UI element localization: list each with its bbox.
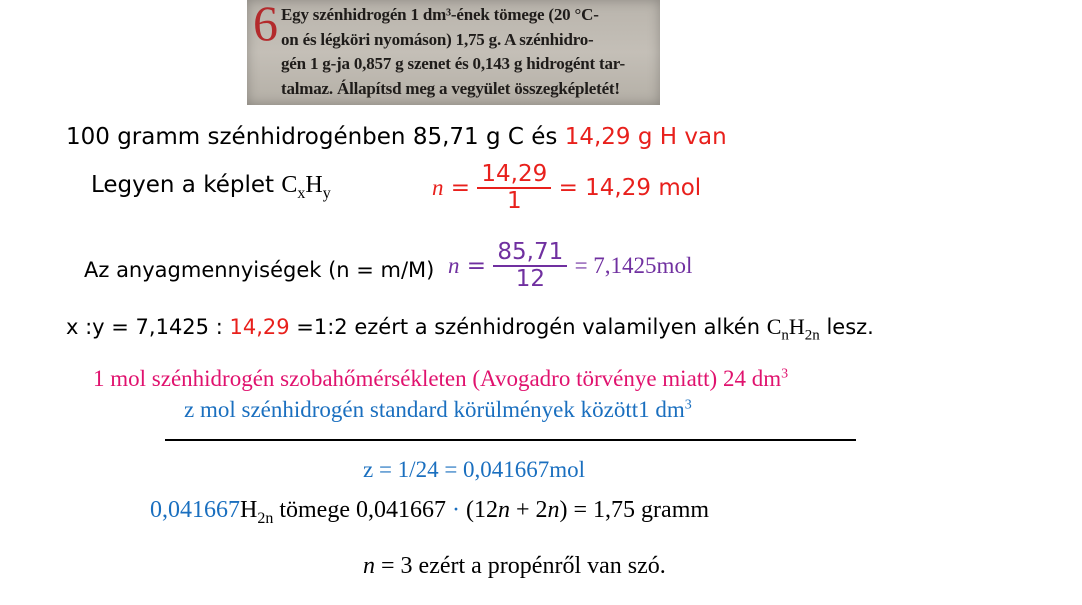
hydrogen-fraction <box>477 162 551 215</box>
ratio-hydrogen-value: 14,29 <box>229 315 290 339</box>
plus-text: + 2 <box>509 497 548 523</box>
ratio-text: x :y = 7,1425 : <box>66 315 230 339</box>
equals-sign: = <box>443 174 478 201</box>
subscript-2n: 2n <box>257 509 274 527</box>
problem-line: talmaz. Állapítsd meg a vegyület összegképletét! <box>281 78 620 98</box>
variable-n: n <box>497 497 510 523</box>
division-rule <box>165 439 856 441</box>
open-paren-text: (12 <box>459 497 498 523</box>
carbon-symbol: C <box>281 172 298 198</box>
hydrogen-symbol: H <box>788 314 805 339</box>
mass-equation-text: tömege 0,041667 <box>273 497 452 523</box>
mass-result-text: ) = 1,75 gramm <box>559 497 710 523</box>
amount-of-substance-line <box>84 258 434 282</box>
hydrogen-symbol: H <box>240 497 258 523</box>
equals-sign: = <box>459 252 494 279</box>
multiplication-dot: · <box>451 497 460 523</box>
formula-definition-text: Legyen a képlet <box>91 172 282 198</box>
subscript-y: y <box>322 184 331 202</box>
carbon-moles-result: = 7,1425mol <box>574 252 693 278</box>
fraction-denominator: 12 <box>515 266 545 293</box>
standard-conditions-line <box>184 397 692 423</box>
carbon-moles-equation <box>448 240 692 293</box>
superscript-3: 3 <box>684 397 692 413</box>
z-result-text: z = 1/24 = 0,041667mol <box>363 457 586 482</box>
variable-n: n <box>363 553 375 579</box>
problem-line: Egy szénhidrogén 1 dm³-ének tömege (20 °C- <box>281 5 599 24</box>
formula-definition-line <box>91 172 331 203</box>
subscript-n: n <box>781 327 789 344</box>
ratio-conclusion-text: =1:2 ezért a szénhidrogén valamilyen alkén <box>289 315 767 339</box>
variable-n: n <box>547 497 560 523</box>
problem-number: 6 <box>253 0 278 51</box>
ratio-line <box>66 314 874 344</box>
hydrogen-mass-text: 14,29 g H van <box>564 124 727 150</box>
mass-equation-line <box>150 497 709 528</box>
standard-conditions-text: z mol szénhidrogén standard körülmények között1 dm <box>184 397 685 422</box>
hydrogen-symbol: H <box>305 172 323 198</box>
superscript-3: 3 <box>781 366 789 382</box>
avogadro-text: 1 mol szénhidrogén szobahőmérsékleten (Avogadro törvénye miatt) 24 dm <box>93 366 782 391</box>
variable-n: n <box>432 174 444 200</box>
mass-composition-line <box>66 124 727 150</box>
subscript-2n: 2n <box>804 327 820 344</box>
carbon-fraction <box>493 240 567 293</box>
mass-composition-text: 100 gramm szénhidrogénben 85,71 g C és <box>66 124 565 150</box>
textbook-problem-photo <box>247 0 660 105</box>
problem-line: gén 1 g-ja 0,857 g szenet és 0,143 g hidrogént tar- <box>281 54 625 73</box>
hydrogen-moles-equation <box>432 162 701 215</box>
fraction-numerator: 14,29 <box>481 161 548 187</box>
problem-line: on és légköri nyomáson) 1,75 g. A szénhidro- <box>281 29 594 49</box>
ratio-end-text: lesz. <box>819 315 874 339</box>
moles-value: 0,041667 <box>150 497 240 523</box>
hydrogen-moles-result: = 14,29 mol <box>558 174 702 201</box>
z-result-line <box>363 457 585 483</box>
variable-n: n <box>448 252 460 278</box>
amount-of-substance-text: Az anyagmennyiségek (n = m/M) <box>84 258 435 282</box>
carbon-symbol: C <box>766 314 782 339</box>
subscript-x: x <box>297 184 306 202</box>
conclusion-line <box>363 553 666 580</box>
fraction-numerator: 85,71 <box>497 239 564 265</box>
avogadro-line <box>93 366 788 392</box>
problem-text <box>281 3 656 101</box>
fraction-denominator: 1 <box>507 188 522 215</box>
conclusion-text: = 3 ezért a propénről van szó. <box>375 553 666 579</box>
